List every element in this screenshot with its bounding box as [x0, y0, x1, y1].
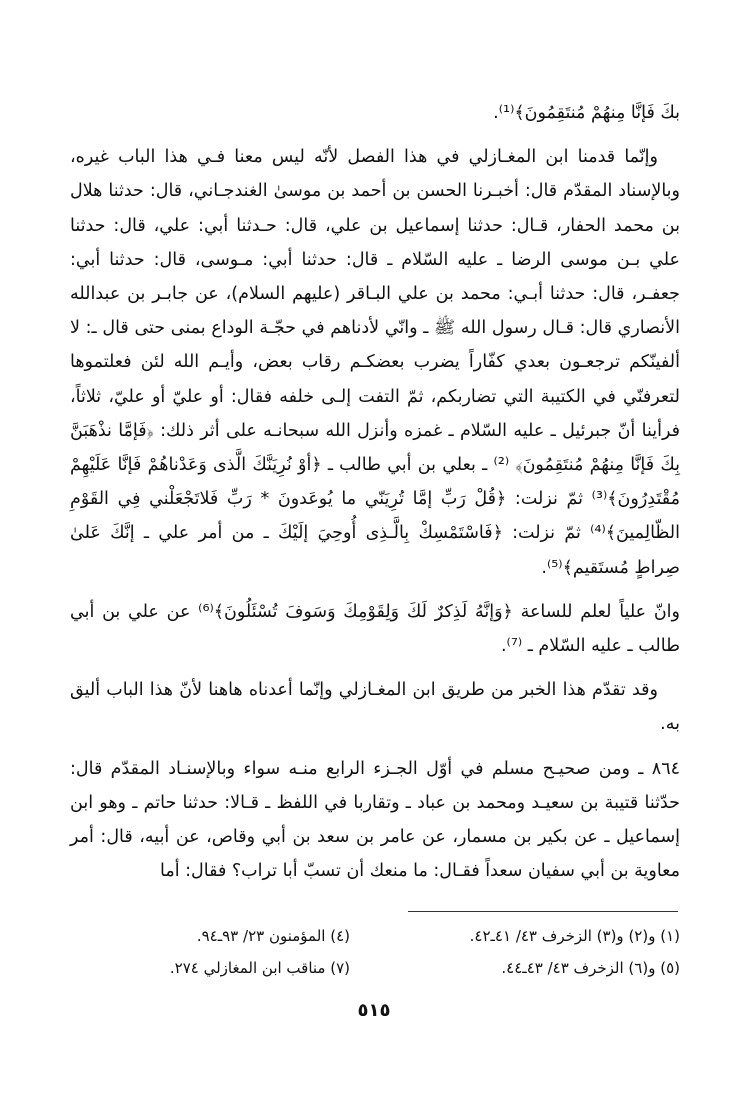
paragraph-continuation: بكَ فَإنَّا مِنهُمْ مُنتَقِمُونَ﴾⁽¹⁾. [493, 103, 680, 123]
footnote-row [70, 952, 680, 984]
footnote-row [70, 920, 680, 952]
footnote-4: (٤) المؤمنون ٢٣/ ٩٣ـ٩٤. [196, 927, 350, 945]
page-body [70, 96, 680, 888]
paragraph-hadith-ibn-maghazili: وإنّما قدمنا ابن المغـازلي في هذا الفصل لأنّه ليس معنا فـي هذا الباب غيره، وبالإسناد المقدّم قال: أخبـرنا الحسن بن أحمد بن موسىٰ الغندجـاني، قال: حدثنا هلال بن محمد الحفار، قـال: حدثنا إسماعيل بن علي، قال: حـدثنا أبي: علي، قال: حدثنا علي بـن موسى الرضا ـ عليه السّلام ـ قال: حدثنا أبي: مـوسى، قال: حدثنا أبي: جعفـر، قال: حدثنا أبـي: محمد بن علي البـاقر (عليهم السلام)، عن جابـر بن عبدالله الأنصاري قال: قـال رسول الله ﷺ ـ وانّي لأدناهم في حجّـة الوداع بمنى حتى قال ـ: لا ألفينّكم ترجعـون بعدي كفّاراً يضرب بعضكـم رقاب بعض، وأيـم الله لئن فعلتموها لتعرفنّي في الكتيبة التي تضاربكم، ثمّ التفت إلـى خلفه فقال: أو عليّ أو عليّ، ثلاثاً، فرأينا أنّ جبرئيل ـ عليه السّلام ـ غمزه وأنزل الله سبحانـه على أثر ذلك: ﴿فَإمَّا نذْهَبَنَّ بِكَ فَإنَّا مِنهُمْ مُنتَقِمُونَ﴾ ⁽²⁾ ـ بعلي بن أبي طالب ـ ﴿أوْ نُرِيَنَّكَ الَّذى وَعَدْناهُمْ فَإنَّا عَلَيْهِمْ مُقْتَدِرُونَ﴾⁽³⁾ ثمّ نزلت: ﴿قُلْ رَبِّ إمَّا تُرِيَنّي ما يُوعَدونَ * رَبِّ فَلاتَجْعَلْني فِي القَوْمِ الظّالِمينَ﴾⁽⁴⁾ ثمّ نزلت: ﴿فَاسْتَمْسِكْ بِالَّـذِى أُوحِيَ إلَيْكَ ـ من أمر علي ـ إنَّكَ عَلىٰ صِراطٍ مُستَقيم﴾⁽⁵⁾. [70, 147, 680, 578]
paragraph-hadith-864: ٨٦٤ ـ ومن صحيـح مسلم في أوّل الجـزء الرابع منـه سواء وبالإسنـاد المقدّم قال: حدّثنا قتيبة بن سعيـد ومحمد بن عباد ـ وتقاربا في اللفظ ـ قـالا: حدثنا حاتم ـ وهو ابن إسماعيل ـ عن بكير بن مسمار، عن عامر بن سعد بن أبي وقاص، عن أبيه، قال: أمر معاوية بن أبي سفيان سعداً فقـال: ما منعك أن تسبّ أبا تراب؟ فقال: أما [70, 758, 680, 882]
footnote-divider [408, 911, 678, 912]
footnote-5-6: (٥) و(٦) الزخرف ٤٣/ ٤٣ـ٤٤. [501, 959, 680, 977]
paragraph-ali-sign-of-hour: وانّ علياً لعلم للساعة ﴿وَإنَّهُ لَذِكرٌ لَكَ وَلِقَوْمِكَ وَسَوفَ تُسْئَلُونَ﴾⁽⁶⁾ عن علي بن أبي طالب ـ عليه السّلام ـ ⁽⁷⁾. [70, 601, 680, 657]
footnotes [70, 920, 680, 984]
paragraph-note-repeated: وقد تقدّم هذا الخبر من طريق ابن المغـازلي وإنّما أعدناه هاهنا لأنّ هذا الباب أليق به. [70, 680, 680, 735]
page-number: ٥١٥ [357, 1000, 391, 1021]
footnote-7: (٧) مناقب ابن المغازلي ٢٧٤. [169, 959, 350, 977]
footnote-1-2-3: (١) و(٢) و(٣) الزخرف ٤٣/ ٤١ـ٤٢. [469, 927, 680, 945]
